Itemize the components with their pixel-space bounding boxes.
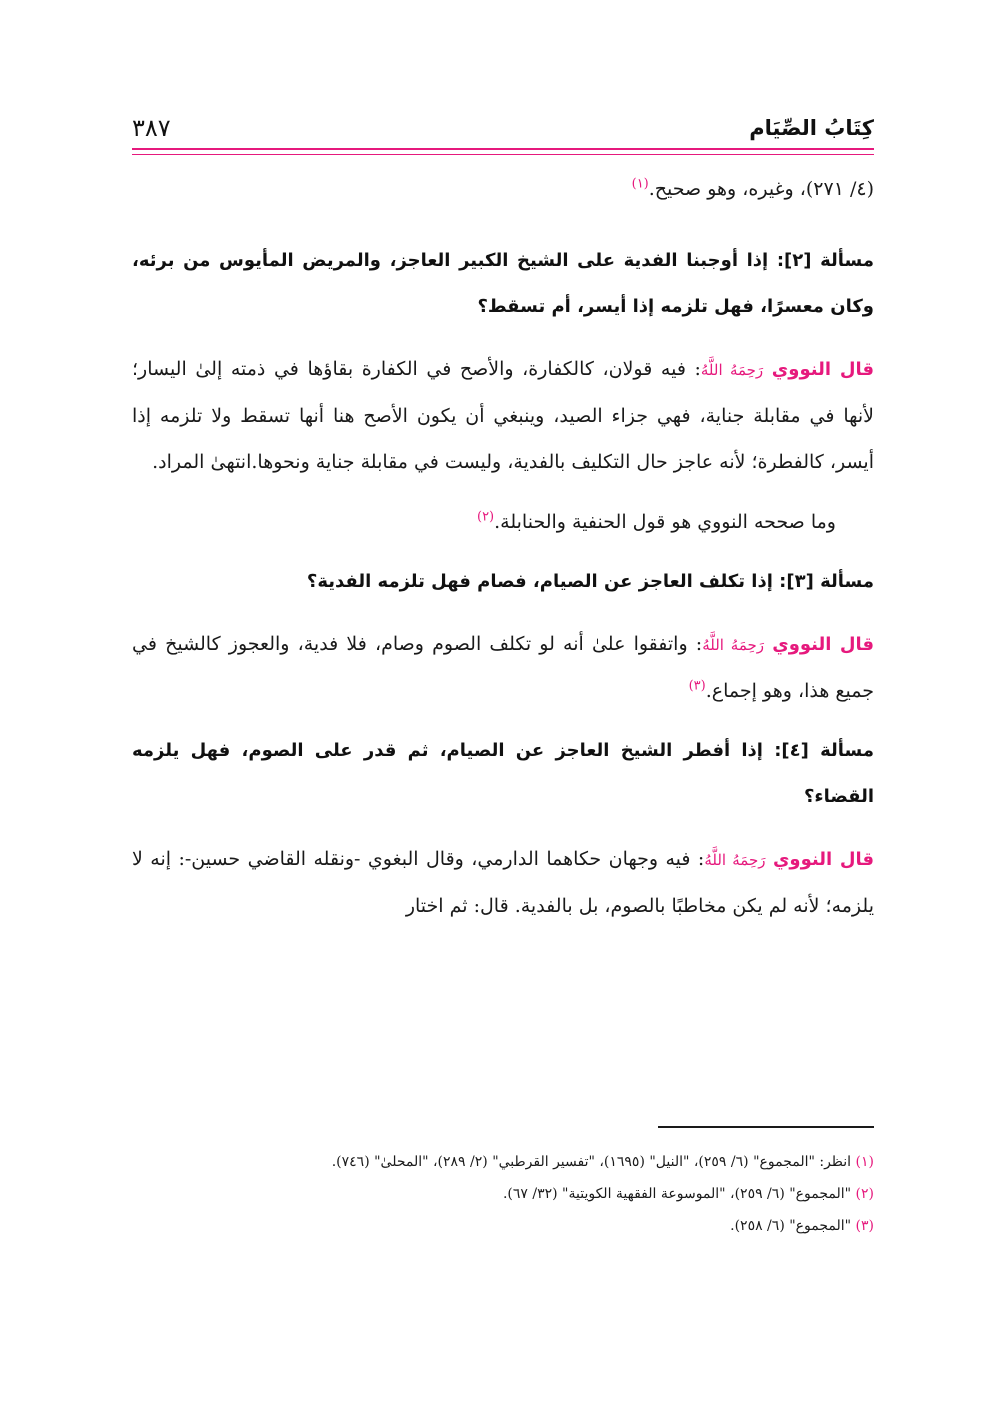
issue-2-label: مسألة [٢]: — [776, 250, 874, 271]
footnote-text: "المجموع" (٦/ ٢٥٨). — [730, 1218, 852, 1234]
book-title: كِتَابُ الصِّيَام — [749, 116, 874, 140]
issue-4 — [132, 728, 874, 820]
footnote-number: (٣) — [855, 1218, 874, 1234]
footnote-text: "المجموع" (٦/ ٢٥٩)، "الموسوعة الفقهية الكويتية" (٣٢/ ٦٧). — [502, 1186, 852, 1202]
header-rule-thin — [132, 154, 874, 155]
header-rule-thick — [132, 148, 874, 150]
honorific-icon: رَحِمَهُ اللَّهُ — [702, 636, 765, 654]
continuation-text: (٤/ ٢٧١)، وغيره، وهو صحيح. — [648, 178, 874, 200]
footnote-item — [132, 1210, 874, 1242]
footnote-ref-3[interactable]: (٣) — [688, 678, 706, 694]
footnote-ref-1[interactable]: (١) — [631, 176, 649, 192]
speaker-nawawi: قال النووي — [771, 359, 874, 380]
issue-2 — [132, 238, 874, 330]
paragraph-2 — [132, 499, 874, 545]
footnote-item — [132, 1146, 874, 1178]
issue-3 — [132, 559, 874, 605]
footnote-number: (١) — [855, 1154, 874, 1170]
honorific-icon: رَحِمَهُ اللَّهُ — [704, 851, 766, 869]
paragraph-1-text: : فيه قولان، كالكفارة، والأصح في الكفارة بقاؤها في ذمته إلىٰ اليسار؛ لأنها في مقابلة جناية، فهي جزاء الصيد، وينبغي أن يكون الأصح هنا أنها تسقط ولا تلزمه إذا أيسر، كالفطرة؛ لأنه عاجز حال التكليف بالفدية، وليست في مقابلة جناية ونحوها.انتهىٰ المراد. — [132, 358, 874, 473]
page-header — [132, 110, 874, 150]
page-number: ٣٨٧ — [132, 114, 171, 142]
issue-4-text: إذا أفطر الشيخ العاجز عن الصيام، ثم قدر على الصوم، فهل يلزمه القضاء؟ — [132, 740, 874, 807]
issue-2-text: إذا أوجبنا الفدية على الشيخ الكبير العاجز، والمريض المأيوس من برئه، وكان معسرًا، فهل تلزمه إذا أيسر، أم تسقط؟ — [132, 250, 874, 317]
speaker-nawawi: قال النووي — [772, 634, 874, 655]
paragraph-4-text: : فيه وجهان حكاهما الدارمي، وقال البغوي -ونقله القاضي حسين-: إنه لا يلزمه؛ لأنه لم يكن مخاطبًا بالصوم، بل بالفدية. قال: ثم اختار — [132, 848, 874, 917]
continuation-line — [132, 166, 874, 212]
footnote-divider — [658, 1126, 874, 1128]
speaker-nawawi: قال النووي — [772, 849, 875, 870]
footnote-ref-2[interactable]: (٢) — [476, 509, 495, 525]
honorific-icon: رَحِمَهُ اللَّهُ — [700, 361, 764, 379]
paragraph-2-text: وما صححه النووي هو قول الحنفية والحنابلة. — [494, 511, 836, 533]
paragraph-nawawi-3 — [132, 836, 874, 929]
footnote-item — [132, 1178, 874, 1210]
issue-4-label: مسألة [٤]: — [774, 740, 874, 761]
footnote-number: (٢) — [855, 1186, 874, 1202]
paragraph-nawawi-1 — [132, 346, 874, 485]
paragraph-nawawi-2 — [132, 621, 874, 714]
paragraph-3-text: : واتفقوا علىٰ أنه لو تكلف الصوم وصام، فلا فدية، والعجوز كالشيخ في جميع هذا، وهو إجماع. — [132, 633, 874, 702]
footnotes — [132, 1146, 874, 1242]
main-text — [132, 166, 874, 943]
issue-3-label: مسألة [٣]: — [779, 571, 874, 592]
footnote-text: انظر: "المجموع" (٦/ ٢٥٩)، "النيل" (١٦٩٥)، "تفسير القرطبي" (٢/ ٢٨٩)، "المحلىٰ" (٧٤٦). — [331, 1154, 852, 1170]
issue-3-text: إذا تكلف العاجز عن الصيام، فصام فهل تلزمه الفدية؟ — [306, 571, 773, 592]
